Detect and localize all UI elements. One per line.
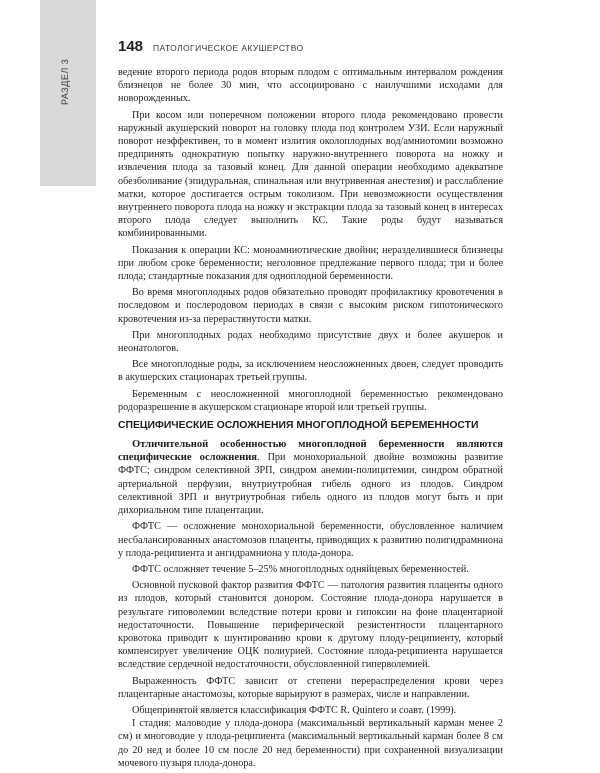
section-heading: СПЕЦИФИЧЕСКИЕ ОСЛОЖНЕНИЯ МНОГОПЛОДНОЙ БЕРЕМЕННОСТИ [118,420,479,432]
paragraph: Беременным с неосложненной многоплодной беременностью рекомендовано родоразрешение в акушерском стационаре второй или третьей группы. [118,388,503,413]
page-body [118,66,503,773]
paragraph: При многоплодных родах необходимо присутствие двух и более акушерок и неонатологов. [118,329,503,355]
paragraph: При косом или поперечном положении второго плода рекомендовано провести наружный акушерский поворот на головку плода под контролем УЗИ. Если наружный поворот неэффективен, то в момент излития околоплодных вод/амниотомии возможно предпринять однократную попытку наружно-внутреннего поворота на ножку и извлечения плода за тазовый конец. Для данной операции необходимо адекватное обезболивание (эпидуральная, спинальная или внутривенная анестезия) и расслабление матки, которое достигается острым токолизом. При невозможности осуществления внутреннего поворота плода на ножку и экстракции плода за тазовый конец в интересах второго плода следует выполнить КС. Такие роды будут называться комбинированными. [118,109,503,240]
lead-rest-text: . При монохориальной двойне возможны развитие ФФТС; синдром селективной ЗРП, синдром анемии-полицитемии, синдром обратной артериальной перфузии, внутриутробная гибель одного из плодов. Синдром селективной ЗРП и внутриутробная гибель одного из плодов могут быть и при дихориальном типе плацентации. [118,452,503,517]
page-number: 148 [118,38,144,55]
paragraph: Показания к операции КС: моноамниотические двойни; неразделившиеся близнецы при любом сроке беременности; неголовное предлежание первого плода; три и более плода; стандартные показания для одноплодной беременности. [118,244,503,283]
paragraph: Во время многоплодных родов обязательно проводят профилактику кровотечения в последовом и послеродовом периодах в связи с высоким риском гипотонического кровотечения из-за перерастянутости матки. [118,287,503,325]
running-head: ПАТОЛОГИЧЕСКОЕ АКУШЕРСТВО [153,43,304,53]
section-tab-label: РАЗДЕЛ 3 [60,58,70,105]
lead-bold-text: Отличительной особенностью многоплодной беременности являются специфические осложнения [118,439,503,464]
page-header [118,38,506,55]
paragraph: ведение второго периода родов вторым плодом с оптимальным интервалом рождения близнецов не более 30 мин, что ассоциировано с наилучшими исходами для новорожденных. [118,67,503,105]
section-lead-paragraph [118,438,503,517]
paragraph: ФФТС — осложнение монохориальной беременности, обусловленное наличием несбалансированных анастомозов плаценты, приводящих к развитию полигидрамниона у плода-реципиента и ангидрамниона у плода-донора. [118,521,503,559]
paragraph: ФФТС осложняет течение 5–25% многоплодных одняйцевых беременностей. [132,563,469,575]
stage-item: I стадия: маловодие у плода-донора (максимальный вертикальный карман менее 2 см) и многоводие у плода-реципиента (максимальный вертикальный карман более 8 см до 20 нед и более 10 см после 20 нед беременности) при сохраненной визуализации мочевого пузыря плода-донора. [118,718,503,769]
paragraph: Все многоплодные роды, за исключением неосложненных двоен, следует проводить в акушерских стационарах третьей группы. [118,359,503,384]
paragraph: Основной пусковой фактор развития ФФТС — патология развития плаценты одного из плодов, который становится донором. Состояние плода-донора нарушается в результате гиповолемии вследствие потери крови и гипоксии на фоне плацентарной недостаточности. Повышение периферической резистентности плацентарного кровотока приводит к шунтированию крови к другому плоду-реципиенту, который компенсирует увеличение ОЦК полиурией. Состояние плода-реципиента нарушается вследствие сердечной недостаточности, обусловленной гиперволемией. [118,580,503,671]
paragraph: Выраженность ФФТС зависит от степени перераспределения крови через плацентарные анастомозы, которые варьируют в размерах, числе и направлении. [118,675,503,700]
paragraph: Общепринятой является классификация ФФТС R. Quintero и соавт. (1999). [132,704,457,716]
